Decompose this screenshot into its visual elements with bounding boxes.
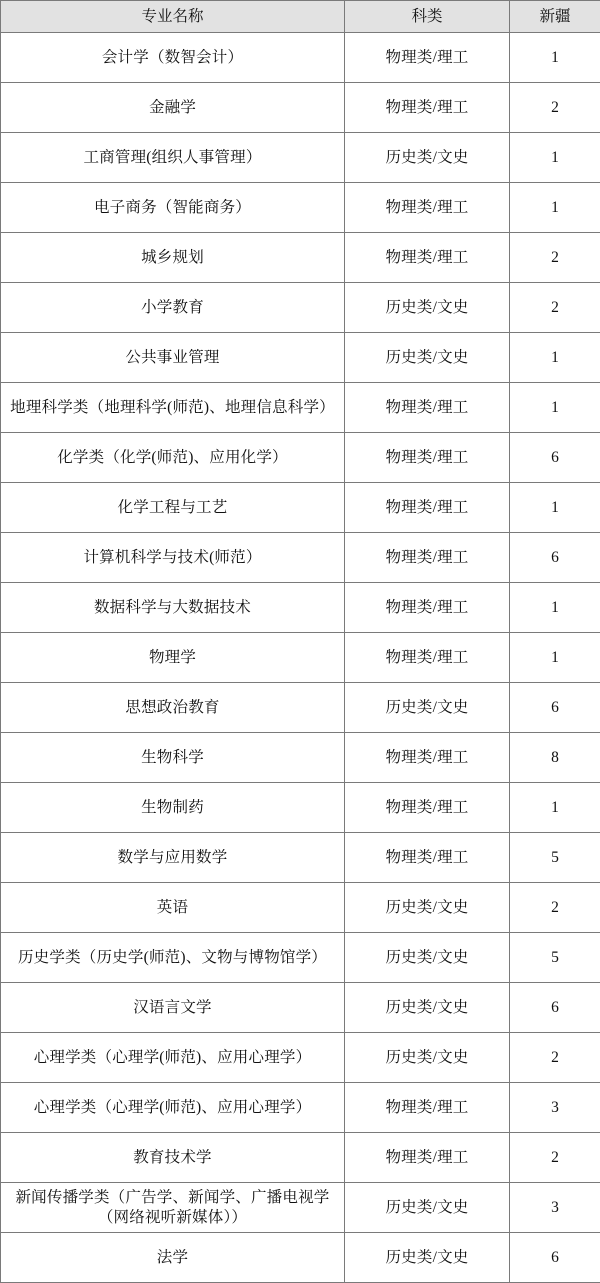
cell-major: 数学与应用数学 <box>1 833 345 883</box>
cell-count: 3 <box>510 1183 600 1233</box>
cell-category: 物理类/理工 <box>345 833 510 883</box>
cell-category: 物理类/理工 <box>345 483 510 533</box>
table-row <box>1 283 600 333</box>
cell-count: 6 <box>510 533 600 583</box>
cell-count: 1 <box>510 383 600 433</box>
cell-major: 生物科学 <box>1 733 345 783</box>
cell-category: 历史类/文史 <box>345 1183 510 1233</box>
table-row <box>1 83 600 133</box>
table-row <box>1 433 600 483</box>
cell-count: 6 <box>510 1233 600 1283</box>
cell-count: 2 <box>510 283 600 333</box>
cell-count: 2 <box>510 1033 600 1083</box>
table-row <box>1 833 600 883</box>
table-row <box>1 533 600 583</box>
cell-category: 物理类/理工 <box>345 533 510 583</box>
cell-count: 1 <box>510 333 600 383</box>
cell-major: 英语 <box>1 883 345 933</box>
cell-count: 5 <box>510 833 600 883</box>
cell-count: 1 <box>510 483 600 533</box>
table-row <box>1 133 600 183</box>
cell-count: 1 <box>510 133 600 183</box>
cell-count: 3 <box>510 1083 600 1133</box>
cell-category: 历史类/文史 <box>345 333 510 383</box>
cell-major: 化学工程与工艺 <box>1 483 345 533</box>
cell-category: 物理类/理工 <box>345 1133 510 1183</box>
table-row <box>1 1233 600 1283</box>
cell-category: 历史类/文史 <box>345 683 510 733</box>
cell-count: 1 <box>510 633 600 683</box>
cell-major: 物理学 <box>1 633 345 683</box>
table-row <box>1 1183 600 1233</box>
cell-category: 历史类/文史 <box>345 133 510 183</box>
cell-major: 地理科学类（地理科学(师范)、地理信息科学） <box>1 383 345 433</box>
cell-category: 历史类/文史 <box>345 1033 510 1083</box>
cell-count: 6 <box>510 983 600 1033</box>
cell-category: 历史类/文史 <box>345 983 510 1033</box>
cell-count: 6 <box>510 433 600 483</box>
cell-category: 物理类/理工 <box>345 83 510 133</box>
cell-count: 2 <box>510 83 600 133</box>
table-row <box>1 1133 600 1183</box>
column-header-category: 科类 <box>345 1 510 33</box>
cell-category: 历史类/文史 <box>345 883 510 933</box>
cell-major: 会计学（数智会计） <box>1 33 345 83</box>
cell-major: 城乡规划 <box>1 233 345 283</box>
cell-count: 1 <box>510 783 600 833</box>
table-row <box>1 33 600 83</box>
table-row <box>1 933 600 983</box>
table-row <box>1 983 600 1033</box>
cell-count: 5 <box>510 933 600 983</box>
table-row <box>1 783 600 833</box>
table-row <box>1 883 600 933</box>
cell-category: 物理类/理工 <box>345 433 510 483</box>
cell-major: 教育技术学 <box>1 1133 345 1183</box>
cell-count: 2 <box>510 233 600 283</box>
cell-category: 物理类/理工 <box>345 733 510 783</box>
cell-category: 物理类/理工 <box>345 183 510 233</box>
cell-category: 历史类/文史 <box>345 1233 510 1283</box>
cell-count: 1 <box>510 583 600 633</box>
cell-major: 新闻传播学类（广告学、新闻学、广播电视学（网络视听新媒体）） <box>1 1183 345 1233</box>
table-header <box>1 1 600 33</box>
cell-category: 物理类/理工 <box>345 633 510 683</box>
table-row <box>1 1083 600 1133</box>
cell-major: 公共事业管理 <box>1 333 345 383</box>
cell-major: 心理学类（心理学(师范)、应用心理学） <box>1 1083 345 1133</box>
table-row <box>1 483 600 533</box>
cell-major: 化学类（化学(师范)、应用化学） <box>1 433 345 483</box>
cell-major: 计算机科学与技术(师范） <box>1 533 345 583</box>
cell-count: 2 <box>510 883 600 933</box>
cell-major: 历史学类（历史学(师范)、文物与博物馆学） <box>1 933 345 983</box>
table-row <box>1 183 600 233</box>
table-row <box>1 1033 600 1083</box>
cell-category: 物理类/理工 <box>345 1083 510 1133</box>
column-header-region: 新疆 <box>510 1 600 33</box>
table-row <box>1 233 600 283</box>
cell-major: 金融学 <box>1 83 345 133</box>
table-row <box>1 333 600 383</box>
cell-category: 历史类/文史 <box>345 933 510 983</box>
cell-major: 心理学类（心理学(师范)、应用心理学） <box>1 1033 345 1083</box>
column-header-major: 专业名称 <box>1 1 345 33</box>
table-row <box>1 583 600 633</box>
cell-category: 物理类/理工 <box>345 783 510 833</box>
table-row <box>1 683 600 733</box>
cell-count: 1 <box>510 183 600 233</box>
cell-major: 小学教育 <box>1 283 345 333</box>
table-body <box>1 33 600 1283</box>
cell-major: 法学 <box>1 1233 345 1283</box>
table-row <box>1 733 600 783</box>
table-row <box>1 383 600 433</box>
cell-category: 物理类/理工 <box>345 33 510 83</box>
cell-major: 电子商务（智能商务） <box>1 183 345 233</box>
cell-count: 2 <box>510 1133 600 1183</box>
cell-category: 物理类/理工 <box>345 383 510 433</box>
cell-major: 生物制药 <box>1 783 345 833</box>
table-row <box>1 633 600 683</box>
cell-category: 物理类/理工 <box>345 583 510 633</box>
cell-category: 历史类/文史 <box>345 283 510 333</box>
cell-count: 8 <box>510 733 600 783</box>
cell-count: 1 <box>510 33 600 83</box>
cell-major: 思想政治教育 <box>1 683 345 733</box>
cell-category: 物理类/理工 <box>345 233 510 283</box>
cell-major: 工商管理(组织人事管理） <box>1 133 345 183</box>
cell-count: 6 <box>510 683 600 733</box>
cell-major: 汉语言文学 <box>1 983 345 1033</box>
table-header-row <box>1 1 600 33</box>
cell-major: 数据科学与大数据技术 <box>1 583 345 633</box>
